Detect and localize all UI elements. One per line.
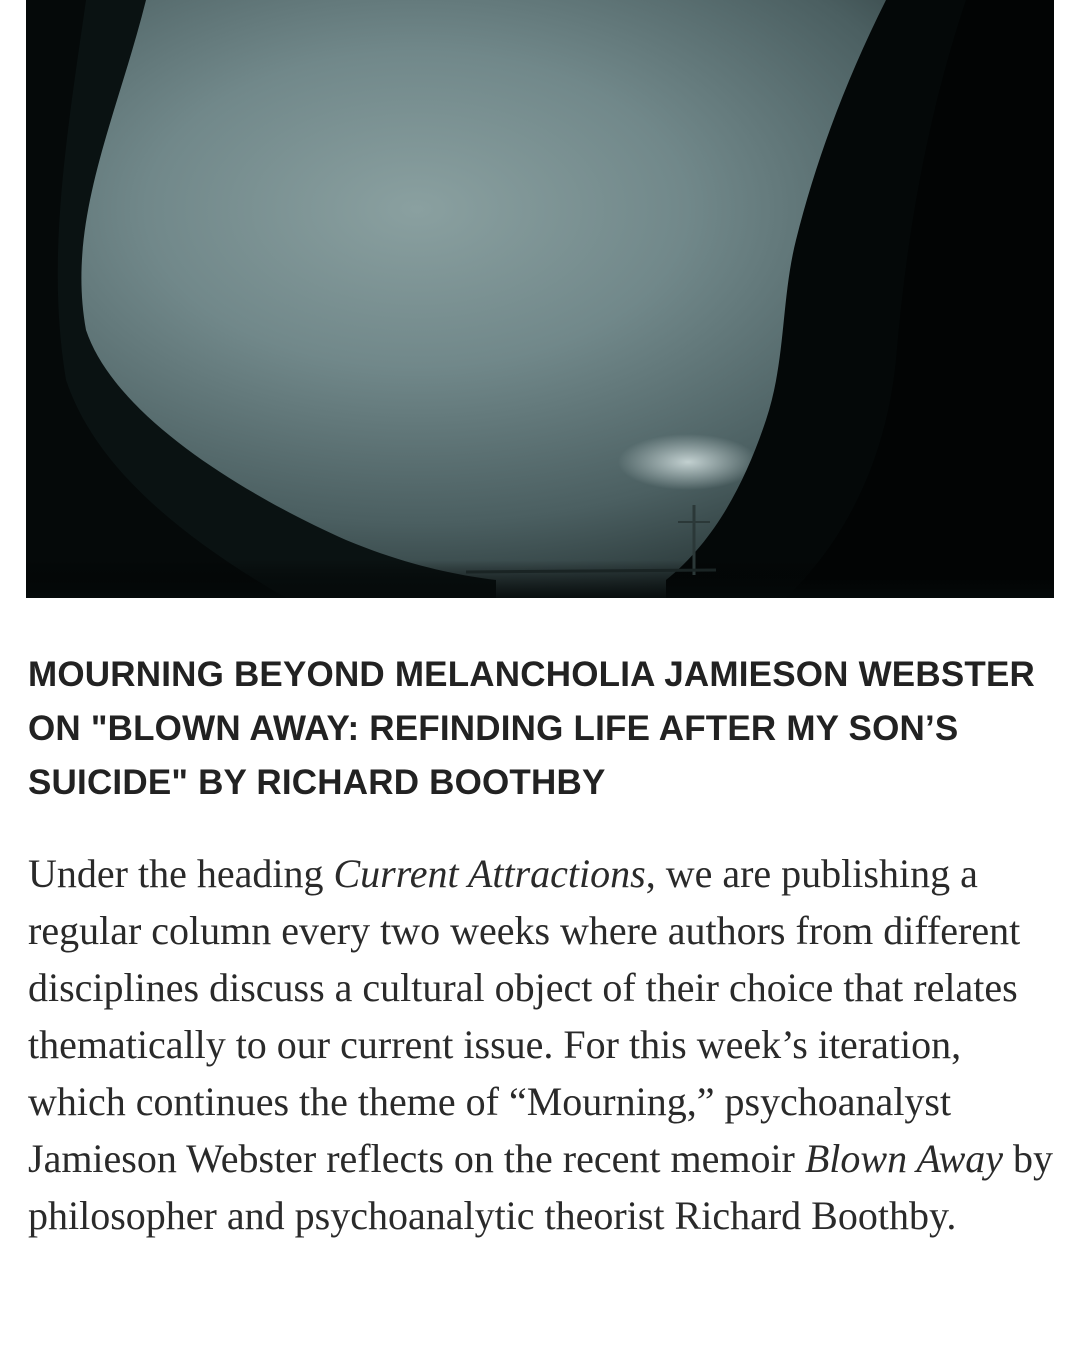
book-title-italic: Blown Away	[804, 1136, 1004, 1181]
article-intro-paragraph	[28, 845, 1058, 1244]
article-headline: MOURNING BEYOND MELANCHOLIA JAMIESON WEBSTER ON "BLOWN AWAY: REFINDING LIFE AFTER MY SON’S SUICIDE" BY RICHARD BOOTHBY	[28, 655, 1035, 802]
column-title-italic: Current Attractions	[333, 851, 646, 896]
intro-text-part1: Under the heading	[28, 851, 334, 896]
intro-text-part2: , we are publishing a regular column every two weeks where authors from different disciplines discuss a cultural object of their choice that relates thematically to our current issue. For this week’s iteration, which continues the theme of “Mourning,” psychoanalyst Jamieson Webster reflects on the recent memoir	[28, 851, 1021, 1181]
misty-valley-photo	[26, 0, 1054, 598]
article-hero-image	[26, 0, 1054, 598]
intro-text-part3: by philosopher and psychoanalytic theorist Richard Boothby.	[28, 1136, 1054, 1238]
